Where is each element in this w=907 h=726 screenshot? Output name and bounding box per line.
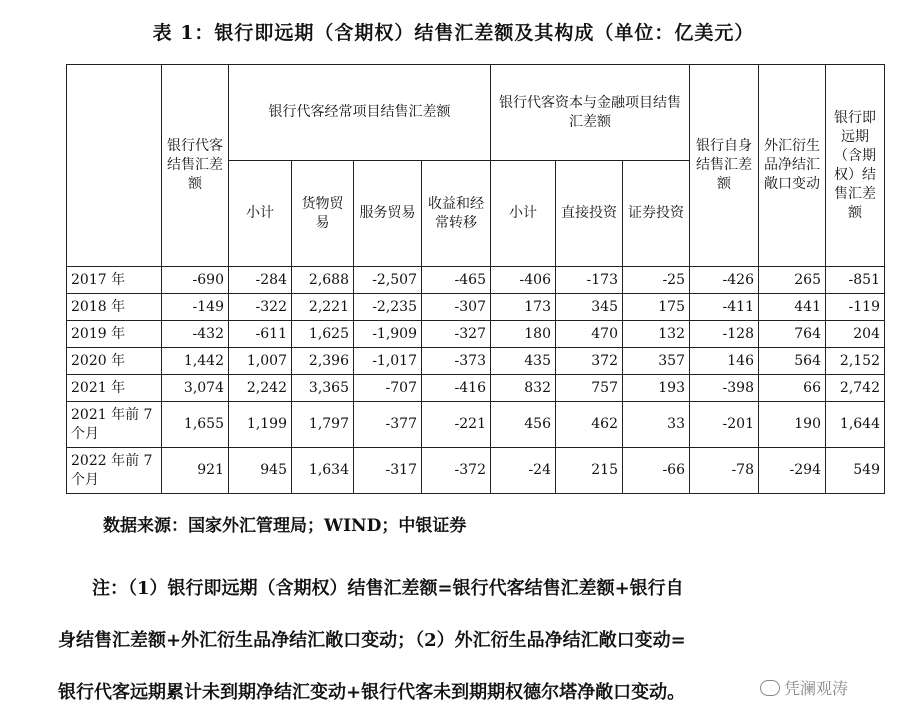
table-cell: 173	[491, 294, 556, 321]
table-cell: 372	[556, 348, 623, 375]
table-cell: 1,442	[162, 348, 229, 375]
table-row	[67, 321, 885, 348]
table-cell: -2,507	[354, 267, 422, 294]
row-label: 2022 年前 7 个月	[67, 448, 162, 494]
table-row	[67, 348, 885, 375]
table-row	[67, 294, 885, 321]
table-cell: 441	[759, 294, 826, 321]
table-cell: -377	[354, 402, 422, 448]
table-cell: -66	[623, 448, 690, 494]
table-cell: 215	[556, 448, 623, 494]
table-cell: -201	[690, 402, 759, 448]
wechat-icon	[760, 680, 780, 696]
table-cell: 2,221	[292, 294, 354, 321]
table-cell: 435	[491, 348, 556, 375]
table-cell: -690	[162, 267, 229, 294]
note-line-2: 身结售汇差额+外汇衍生品净结汇敞口变动；（2）外汇衍生品净结汇敞口变动=	[58, 630, 686, 651]
table-cell: -25	[623, 267, 690, 294]
header-corner	[67, 65, 162, 267]
table-cell: -24	[491, 448, 556, 494]
table-cell: -307	[422, 294, 491, 321]
row-label: 2018 年	[67, 294, 162, 321]
table-cell: 1,007	[229, 348, 292, 375]
table-cell: -398	[690, 375, 759, 402]
table-cell: 1,199	[229, 402, 292, 448]
table-cell: 357	[623, 348, 690, 375]
table-cell: 832	[491, 375, 556, 402]
table-cell: -2,235	[354, 294, 422, 321]
table-cell: -317	[354, 448, 422, 494]
table-cell: -611	[229, 321, 292, 348]
table-cell: -322	[229, 294, 292, 321]
table-row	[67, 448, 885, 494]
table-cell: 564	[759, 348, 826, 375]
data-source: 数据来源：国家外汇管理局；WIND；中银证券	[103, 516, 467, 536]
row-label: 2017 年	[67, 267, 162, 294]
table-cell: 2,242	[229, 375, 292, 402]
table-cell: -432	[162, 321, 229, 348]
table-cell: 1,634	[292, 448, 354, 494]
row-label: 2021 年	[67, 375, 162, 402]
table-cell: 190	[759, 402, 826, 448]
table-cell: 3,074	[162, 375, 229, 402]
table-cell: -411	[690, 294, 759, 321]
watermark-text: 凭澜观涛	[784, 679, 849, 698]
table-cell: 345	[556, 294, 623, 321]
header-group-capital: 银行代客资本与金融项目结售汇差额	[491, 65, 690, 161]
note-line-3: 银行代客远期累计未到期净结汇变动+银行代客未到期期权德尔塔净敞口变动。	[58, 682, 686, 703]
table-cell: 3,365	[292, 375, 354, 402]
table-cell: 1,797	[292, 402, 354, 448]
table-cell: 2,688	[292, 267, 354, 294]
table-cell: 66	[759, 375, 826, 402]
table-cell: -294	[759, 448, 826, 494]
header-subtotal-capital: 小计	[491, 161, 556, 267]
table-cell: -1,909	[354, 321, 422, 348]
table-cell: 2,396	[292, 348, 354, 375]
table-cell: -1,017	[354, 348, 422, 375]
table-cell: -707	[354, 375, 422, 402]
table-cell: -416	[422, 375, 491, 402]
table-cell: 462	[556, 402, 623, 448]
table-cell: -851	[826, 267, 885, 294]
table-cell: -221	[422, 402, 491, 448]
table-cell: -373	[422, 348, 491, 375]
table-cell: 204	[826, 321, 885, 348]
table-cell: 757	[556, 375, 623, 402]
table-cell: -173	[556, 267, 623, 294]
table-cell: 549	[826, 448, 885, 494]
table-cell: 764	[759, 321, 826, 348]
table-cell: 2,742	[826, 375, 885, 402]
table-cell: -284	[229, 267, 292, 294]
header-securities: 证券投资	[623, 161, 690, 267]
table-cell: 470	[556, 321, 623, 348]
table-title: 表 1：银行即远期（含期权）结售汇差额及其构成（单位：亿美元）	[152, 22, 755, 44]
table-cell: 132	[623, 321, 690, 348]
table-cell: -128	[690, 321, 759, 348]
table-row	[67, 402, 885, 448]
table-cell: -149	[162, 294, 229, 321]
table-cell: -372	[422, 448, 491, 494]
row-label: 2020 年	[67, 348, 162, 375]
header-group-current: 银行代客经常项目结售汇差额	[229, 65, 491, 161]
table-cell: 193	[623, 375, 690, 402]
table-cell: -78	[690, 448, 759, 494]
table-cell: -426	[690, 267, 759, 294]
table-row	[67, 267, 885, 294]
header-direct-investment: 直接投资	[556, 161, 623, 267]
data-table	[66, 64, 885, 494]
header-subtotal-current: 小计	[229, 161, 292, 267]
table-cell: 180	[491, 321, 556, 348]
table-cell: -406	[491, 267, 556, 294]
watermark	[756, 676, 852, 699]
table-cell: 265	[759, 267, 826, 294]
table-cell: 1,644	[826, 402, 885, 448]
table-cell: 945	[229, 448, 292, 494]
table-cell: 1,655	[162, 402, 229, 448]
header-goods: 货物贸易	[292, 161, 354, 267]
row-label: 2019 年	[67, 321, 162, 348]
notes	[58, 563, 858, 719]
table-cell: -327	[422, 321, 491, 348]
table-cell: 146	[690, 348, 759, 375]
header-services: 服务贸易	[354, 161, 422, 267]
header-bank-own: 银行自身结售汇差额	[690, 65, 759, 267]
table-cell: 456	[491, 402, 556, 448]
table-cell: 921	[162, 448, 229, 494]
table-cell: 2,152	[826, 348, 885, 375]
header-income: 收益和经常转移	[422, 161, 491, 267]
table-cell: -119	[826, 294, 885, 321]
header-derivatives: 外汇衍生品净结汇敞口变动	[759, 65, 826, 267]
table-cell: 175	[623, 294, 690, 321]
note-line-1: 注：（1）银行即远期（含期权）结售汇差额=银行代客结售汇差额+银行自	[92, 578, 684, 599]
header-bank-client: 银行代客结售汇差额	[162, 65, 229, 267]
header-forward-total: 银行即远期（含期权）结售汇差额	[826, 65, 885, 267]
table-cell: 1,625	[292, 321, 354, 348]
table-cell: 33	[623, 402, 690, 448]
table-row	[67, 375, 885, 402]
row-label: 2021 年前 7 个月	[67, 402, 162, 448]
table-cell: -465	[422, 267, 491, 294]
